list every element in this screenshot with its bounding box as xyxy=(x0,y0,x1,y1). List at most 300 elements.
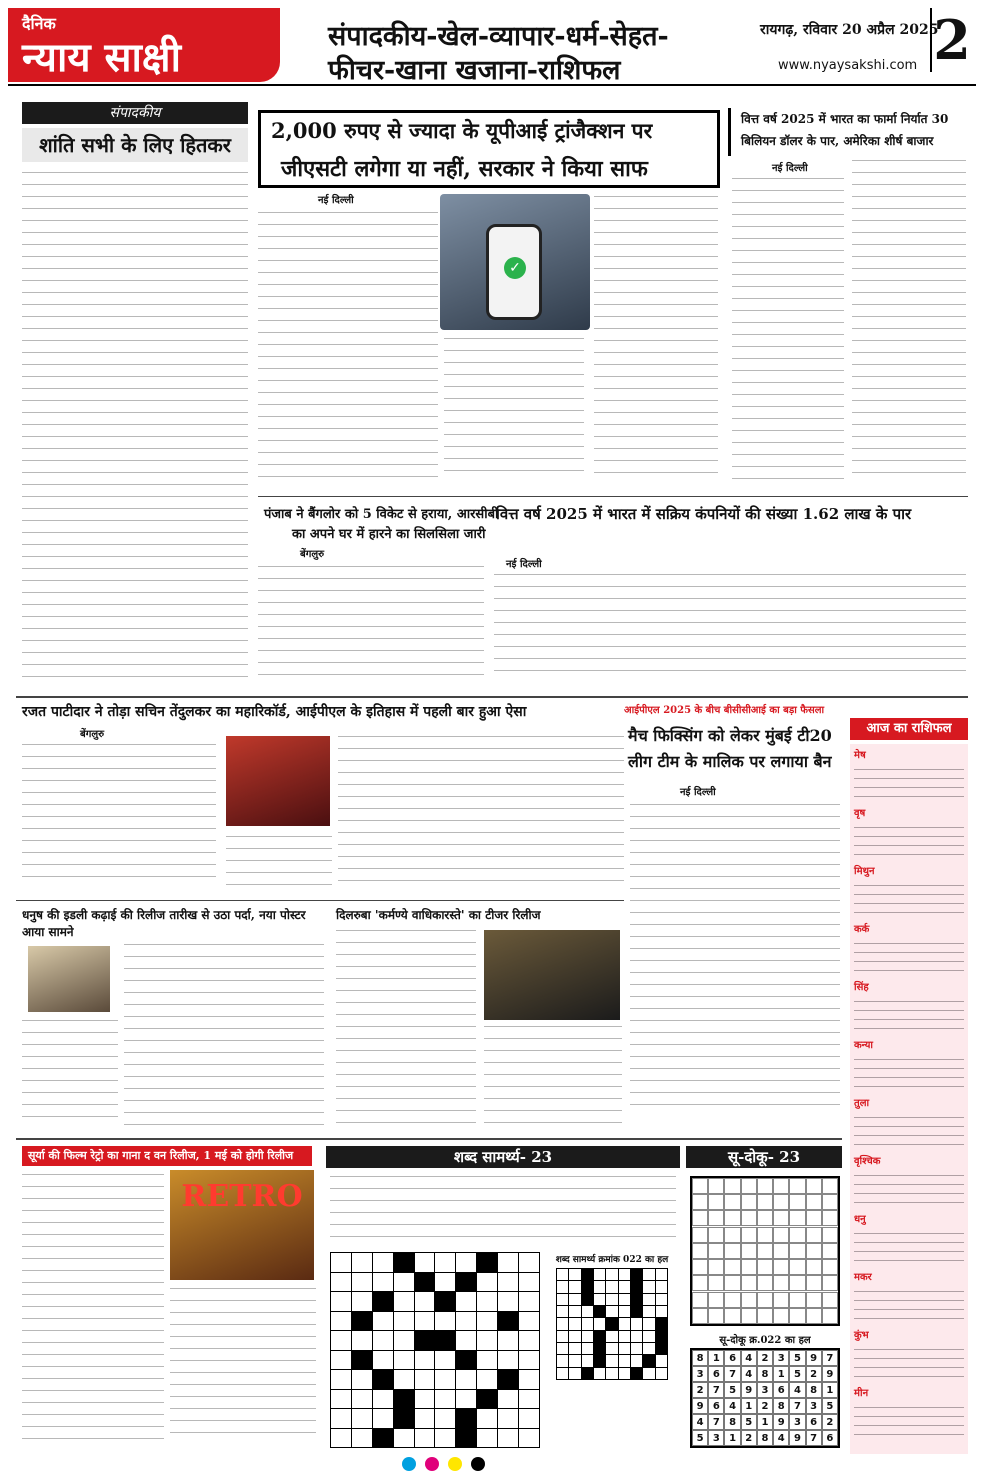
sudoku-cell[interactable] xyxy=(789,1243,805,1259)
sudoku-cell[interactable] xyxy=(708,1178,724,1194)
sudoku-cell[interactable] xyxy=(773,1210,789,1226)
ipl-body xyxy=(630,804,840,1122)
crossword-answer-cell xyxy=(606,1269,617,1280)
dilruba-photo xyxy=(484,930,620,1020)
crossword-cell xyxy=(456,1273,476,1292)
divider xyxy=(258,496,968,497)
sudoku-cell[interactable] xyxy=(708,1292,724,1308)
crossword-cell[interactable] xyxy=(519,1409,539,1428)
sudoku-cell[interactable] xyxy=(822,1292,838,1308)
sudoku-cell[interactable] xyxy=(708,1227,724,1243)
crossword-cell[interactable] xyxy=(498,1351,518,1370)
rajat-photo xyxy=(226,736,330,826)
sudoku-cell[interactable] xyxy=(741,1227,757,1243)
crossword-cell xyxy=(394,1253,414,1272)
crossword-cell[interactable] xyxy=(394,1370,414,1389)
dhanush-body-col-1 xyxy=(22,1020,118,1132)
sudoku-cell[interactable] xyxy=(724,1194,740,1210)
sudoku-cell[interactable] xyxy=(724,1210,740,1226)
crossword-cell[interactable] xyxy=(331,1273,351,1292)
rajat-headline: रजत पाटीदार ने तोड़ा सचिन तेंदुलकर का महारिकॉर्ड, आईपीएल के इतिहास में पहली बार हुआ ऐसा xyxy=(22,704,527,720)
sudoku-cell[interactable] xyxy=(692,1259,708,1275)
crossword-answer-cell xyxy=(643,1294,654,1305)
crossword-cell[interactable] xyxy=(352,1409,372,1428)
crossword-cell[interactable] xyxy=(331,1351,351,1370)
crossword-cell xyxy=(394,1409,414,1428)
sudoku-cell[interactable] xyxy=(806,1308,822,1324)
crossword-cell[interactable] xyxy=(373,1253,393,1272)
crossword-answer-cell xyxy=(594,1306,605,1317)
crossword-cell[interactable] xyxy=(415,1390,435,1409)
sudoku-cell[interactable] xyxy=(741,1243,757,1259)
crossword-cell[interactable] xyxy=(435,1253,455,1272)
issue-date: रायगढ़, रविवार 20 अप्रैल 2025 xyxy=(760,22,939,38)
sudoku-cell[interactable] xyxy=(724,1227,740,1243)
sudoku-cell[interactable] xyxy=(708,1243,724,1259)
sudoku-answer-cell: 2 xyxy=(692,1382,708,1398)
crossword-answer-cell xyxy=(643,1306,654,1317)
crossword-answer-cell xyxy=(594,1368,605,1379)
crossword-answer-cell xyxy=(557,1294,568,1305)
crossword-answer-cell xyxy=(594,1331,605,1342)
sudoku-cell[interactable] xyxy=(822,1275,838,1291)
dhanush-body-col-2 xyxy=(124,944,324,1132)
crossword-answer-cell xyxy=(619,1318,630,1329)
crossword-grid[interactable] xyxy=(330,1252,540,1448)
rashifal-item xyxy=(850,1382,968,1440)
sudoku-cell[interactable] xyxy=(757,1292,773,1308)
crossword-answer-cell xyxy=(631,1355,642,1366)
crossword-cell xyxy=(456,1351,476,1370)
sudoku-cell[interactable] xyxy=(708,1259,724,1275)
crossword-answer-cell xyxy=(582,1294,593,1305)
sudoku-cell[interactable] xyxy=(757,1308,773,1324)
text-line xyxy=(854,1407,964,1408)
sudoku-cell[interactable] xyxy=(789,1308,805,1324)
text-line xyxy=(854,1059,964,1060)
sudoku-cell[interactable] xyxy=(773,1194,789,1210)
crossword-cell[interactable] xyxy=(435,1351,455,1370)
crossword-cell[interactable] xyxy=(498,1273,518,1292)
sudoku-cell[interactable] xyxy=(757,1210,773,1226)
crossword-cell[interactable] xyxy=(394,1312,414,1331)
sudoku-cell[interactable] xyxy=(789,1178,805,1194)
crossword-cell[interactable] xyxy=(331,1429,351,1448)
sudoku-cell[interactable] xyxy=(822,1308,838,1324)
sudoku-cell[interactable] xyxy=(789,1194,805,1210)
crossword-answer-cell xyxy=(631,1306,642,1317)
sudoku-cell[interactable] xyxy=(822,1178,838,1194)
sudoku-answer-cell: 3 xyxy=(789,1414,805,1430)
sudoku-cell[interactable] xyxy=(708,1275,724,1291)
sudoku-cell[interactable] xyxy=(708,1194,724,1210)
crossword-cell[interactable] xyxy=(331,1292,351,1311)
text-line xyxy=(854,1175,964,1176)
crossword-answer-cell xyxy=(557,1269,568,1280)
crossword-answer-grid xyxy=(556,1268,668,1380)
sudoku-cell[interactable] xyxy=(773,1292,789,1308)
sudoku-cell[interactable] xyxy=(789,1259,805,1275)
sudoku-cell[interactable] xyxy=(806,1259,822,1275)
pharma-headline-line-2: बिलियन डॉलर के पार, अमेरिका शीर्ष बाजार xyxy=(741,134,934,148)
crossword-answer-cell xyxy=(582,1355,593,1366)
crossword-answer-cell xyxy=(643,1368,654,1379)
sudoku-cell[interactable] xyxy=(741,1292,757,1308)
rashifal-box xyxy=(850,744,968,1454)
crossword-cell[interactable] xyxy=(352,1390,372,1409)
crossword-cell xyxy=(477,1390,497,1409)
sudoku-answer-cell: 1 xyxy=(773,1366,789,1382)
sudoku-cell[interactable] xyxy=(789,1210,805,1226)
crossword-cell[interactable] xyxy=(394,1331,414,1350)
crossword-cell[interactable] xyxy=(352,1331,372,1350)
sudoku-cell[interactable] xyxy=(773,1259,789,1275)
crossword-cell[interactable] xyxy=(456,1370,476,1389)
sudoku-answer-cell: 8 xyxy=(806,1382,822,1398)
sudoku-cell[interactable] xyxy=(806,1275,822,1291)
crossword-cell[interactable] xyxy=(456,1292,476,1311)
crossword-cell[interactable] xyxy=(477,1312,497,1331)
crossword-cell[interactable] xyxy=(435,1390,455,1409)
dilruba-body-col-2 xyxy=(484,1026,622,1132)
crossword-cell[interactable] xyxy=(435,1370,455,1389)
sudoku-answer-cell: 8 xyxy=(692,1350,708,1366)
sudoku-answer-cell: 6 xyxy=(708,1398,724,1414)
ipl-headline-line-2: लीग टीम के मालिक पर लगाया बैन xyxy=(628,752,832,771)
sudoku-answer-cell: 2 xyxy=(741,1430,757,1446)
sudoku-answer-cell: 8 xyxy=(773,1398,789,1414)
sudoku-cell[interactable] xyxy=(789,1292,805,1308)
rashifal-sign: तुला xyxy=(854,1098,870,1109)
crossword-cell[interactable] xyxy=(456,1312,476,1331)
sudoku-cell[interactable] xyxy=(773,1227,789,1243)
sections-line-1: संपादकीय-खेल-व्यापार-धर्म-सेहत- xyxy=(328,21,669,52)
sudoku-answer-grid xyxy=(690,1348,840,1448)
sudoku-cell[interactable] xyxy=(773,1275,789,1291)
rashifal-item xyxy=(850,918,968,976)
sudoku-answer-cell: 1 xyxy=(757,1414,773,1430)
crossword-cell[interactable] xyxy=(352,1292,372,1311)
text-line xyxy=(854,1376,964,1377)
sudoku-answer-cell: 5 xyxy=(724,1382,740,1398)
crossword-answer-cell xyxy=(557,1318,568,1329)
rashifal-item xyxy=(850,802,968,860)
punjab-body xyxy=(258,566,484,690)
rashifal-sign: मकर xyxy=(854,1272,872,1283)
sudoku-cell[interactable] xyxy=(741,1178,757,1194)
sudoku-answer-cell: 9 xyxy=(741,1382,757,1398)
page-number: 2 xyxy=(930,8,972,72)
crossword-cell[interactable] xyxy=(415,1409,435,1428)
crossword-cell[interactable] xyxy=(415,1429,435,1448)
sudoku-cell[interactable] xyxy=(724,1292,740,1308)
rashifal-list xyxy=(850,744,968,1440)
crossword-cell[interactable] xyxy=(519,1273,539,1292)
crossword-answer-cell xyxy=(643,1269,654,1280)
crossword-cell[interactable] xyxy=(435,1312,455,1331)
sudoku-cell[interactable] xyxy=(806,1292,822,1308)
text-line xyxy=(854,1260,964,1261)
sudoku-answer-cell: 5 xyxy=(789,1350,805,1366)
sudoku-answer-cell: 1 xyxy=(708,1350,724,1366)
crossword-cell[interactable] xyxy=(456,1253,476,1272)
sudoku-answer-cell: 9 xyxy=(822,1366,838,1382)
pharma-body-col-2 xyxy=(852,160,966,490)
sudoku-cell[interactable] xyxy=(692,1178,708,1194)
sudoku-cell[interactable] xyxy=(757,1275,773,1291)
upi-phone-photo xyxy=(440,194,590,330)
sudoku-cell[interactable] xyxy=(724,1178,740,1194)
crossword-cell[interactable] xyxy=(331,1390,351,1409)
crossword-cell[interactable] xyxy=(498,1429,518,1448)
crossword-answer-cell xyxy=(643,1281,654,1292)
crossword-cell[interactable] xyxy=(352,1273,372,1292)
crossword-answer-cell xyxy=(619,1294,630,1305)
sudoku-answer-cell: 1 xyxy=(724,1430,740,1446)
crossword-cell[interactable] xyxy=(394,1273,414,1292)
crossword-answer-cell xyxy=(631,1294,642,1305)
crossword-cell[interactable] xyxy=(415,1253,435,1272)
sudoku-answer-cell: 8 xyxy=(757,1366,773,1382)
crossword-cell[interactable] xyxy=(415,1351,435,1370)
sudoku-header: सू-दोकू- 23 xyxy=(686,1146,842,1168)
crossword-cell[interactable] xyxy=(331,1370,351,1389)
upi-headline-line-2: जीएसटी लगेगा या नहीं, सरकार ने किया साफ xyxy=(281,156,648,182)
sudoku-cell[interactable] xyxy=(741,1210,757,1226)
text-line xyxy=(854,1086,964,1087)
crossword-cell[interactable] xyxy=(519,1292,539,1311)
crossword-cell[interactable] xyxy=(435,1429,455,1448)
sudoku-cell[interactable] xyxy=(724,1259,740,1275)
editorial-section-label: संपादकीय xyxy=(22,102,248,124)
sudoku-cell[interactable] xyxy=(773,1178,789,1194)
crossword-cell[interactable] xyxy=(519,1331,539,1350)
crossword-cell[interactable] xyxy=(394,1429,414,1448)
crossword-cell[interactable] xyxy=(331,1331,351,1350)
crossword-answer-cell xyxy=(656,1331,667,1342)
sudoku-cell[interactable] xyxy=(806,1210,822,1226)
sudoku-grid[interactable] xyxy=(690,1176,840,1326)
sudoku-cell[interactable] xyxy=(724,1275,740,1291)
companies-headline: वित्त वर्ष 2025 में भारत में सक्रिय कंपनियों की संख्या 1.62 लाख के पार xyxy=(496,505,912,523)
crossword-answer-label: शब्द सामर्थ्य क्रमांक 022 का हल xyxy=(555,1255,669,1265)
crossword-answer-cell xyxy=(569,1355,580,1366)
sudoku-cell[interactable] xyxy=(806,1178,822,1194)
crossword-cell[interactable] xyxy=(519,1253,539,1272)
yellow-dot xyxy=(448,1457,462,1471)
crossword-cell[interactable] xyxy=(331,1409,351,1428)
crossword-answer-cell xyxy=(656,1281,667,1292)
sudoku-cell[interactable] xyxy=(806,1227,822,1243)
sudoku-answer-cell: 5 xyxy=(822,1398,838,1414)
sudoku-cell[interactable] xyxy=(822,1194,838,1210)
sudoku-answer-cell: 7 xyxy=(822,1350,838,1366)
crossword-cell xyxy=(373,1429,393,1448)
crossword-cell[interactable] xyxy=(352,1253,372,1272)
text-line xyxy=(854,1425,964,1426)
crossword-cell[interactable] xyxy=(519,1351,539,1370)
crossword-cell[interactable] xyxy=(519,1312,539,1331)
sudoku-cell[interactable] xyxy=(692,1275,708,1291)
crossword-cell[interactable] xyxy=(331,1312,351,1331)
rashifal-item xyxy=(850,744,968,802)
text-line xyxy=(854,1349,964,1350)
crossword-cell[interactable] xyxy=(373,1312,393,1331)
crossword-cell[interactable] xyxy=(373,1390,393,1409)
crossword-cell[interactable] xyxy=(415,1292,435,1311)
crossword-answer-cell xyxy=(557,1355,568,1366)
sudoku-cell[interactable] xyxy=(757,1227,773,1243)
crossword-cell[interactable] xyxy=(477,1429,497,1448)
crossword-answer-cell xyxy=(594,1343,605,1354)
crossword-cell[interactable] xyxy=(456,1331,476,1350)
crossword-cell[interactable] xyxy=(498,1331,518,1350)
upi-dateline: नई दिल्ली xyxy=(318,195,354,206)
text-line xyxy=(854,769,964,770)
pharma-dateline: नई दिल्ली xyxy=(772,163,808,174)
crossword-cell[interactable] xyxy=(435,1409,455,1428)
sudoku-cell[interactable] xyxy=(692,1243,708,1259)
text-line xyxy=(854,1291,964,1292)
crossword-cell[interactable] xyxy=(415,1312,435,1331)
sudoku-answer-cell: 3 xyxy=(757,1382,773,1398)
crossword-cell[interactable] xyxy=(331,1253,351,1272)
crossword-cell[interactable] xyxy=(394,1351,414,1370)
crossword-answer-cell xyxy=(606,1318,617,1329)
sudoku-cell[interactable] xyxy=(789,1275,805,1291)
text-line xyxy=(854,1001,964,1002)
sudoku-cell[interactable] xyxy=(773,1243,789,1259)
sudoku-cell[interactable] xyxy=(724,1243,740,1259)
masthead xyxy=(8,8,976,86)
text-line xyxy=(854,1251,964,1252)
crossword-cell[interactable] xyxy=(498,1292,518,1311)
sudoku-cell[interactable] xyxy=(757,1243,773,1259)
pharma-headline-box xyxy=(728,108,968,156)
crossword-answer-cell xyxy=(557,1343,568,1354)
sudoku-answer-row xyxy=(692,1382,838,1398)
sudoku-cell[interactable] xyxy=(822,1210,838,1226)
text-line xyxy=(854,827,964,828)
sudoku-answer-cell: 6 xyxy=(822,1430,838,1446)
rajat-body-col-1 xyxy=(22,744,216,894)
pharma-headline-line-1: वित्त वर्ष 2025 में भारत का फार्मा निर्यात 30 xyxy=(741,112,949,126)
sudoku-answer-cell: 3 xyxy=(692,1366,708,1382)
sudoku-cell[interactable] xyxy=(741,1194,757,1210)
crossword-cell[interactable] xyxy=(477,1273,497,1292)
sudoku-answer-cell: 7 xyxy=(708,1414,724,1430)
crossword-cell[interactable] xyxy=(477,1370,497,1389)
sudoku-cell[interactable] xyxy=(822,1259,838,1275)
crossword-cell[interactable] xyxy=(456,1390,476,1409)
crossword-answer-cell xyxy=(619,1355,630,1366)
text-line xyxy=(854,1028,964,1029)
website-url[interactable]: www.nyaysakshi.com xyxy=(778,58,918,73)
sudoku-cell[interactable] xyxy=(773,1308,789,1324)
crossword-cell[interactable] xyxy=(519,1370,539,1389)
crossword-cell[interactable] xyxy=(373,1409,393,1428)
upi-body-col-2 xyxy=(444,338,584,488)
sudoku-cell[interactable] xyxy=(741,1259,757,1275)
sudoku-cell[interactable] xyxy=(789,1227,805,1243)
crossword-cell[interactable] xyxy=(373,1273,393,1292)
upi-headline-line-1: 2,000 रुपए से ज्यादा के यूपीआई ट्रांजैक्शन पर xyxy=(271,118,653,143)
crossword-cell[interactable] xyxy=(373,1351,393,1370)
crossword-answer-cell xyxy=(594,1355,605,1366)
companies-dateline: नई दिल्ली xyxy=(506,559,542,570)
crossword-cell[interactable] xyxy=(435,1273,455,1292)
crossword-cell xyxy=(352,1312,372,1331)
crossword-answer-cell xyxy=(631,1343,642,1354)
sudoku-cell[interactable] xyxy=(822,1243,838,1259)
sudoku-cell[interactable] xyxy=(806,1194,822,1210)
crossword-cell[interactable] xyxy=(477,1351,497,1370)
sudoku-answer-cell: 6 xyxy=(724,1350,740,1366)
rajat-body-col-3 xyxy=(338,736,624,894)
rashifal-sign: कुंभ xyxy=(854,1330,869,1341)
text-line xyxy=(854,1019,964,1020)
rashifal-sign: वृश्चिक xyxy=(854,1156,881,1167)
crossword-cell[interactable] xyxy=(519,1390,539,1409)
text-line xyxy=(854,1416,964,1417)
sudoku-cell[interactable] xyxy=(806,1243,822,1259)
sudoku-answer-cell: 6 xyxy=(773,1382,789,1398)
crossword-cell[interactable] xyxy=(498,1390,518,1409)
sudoku-cell[interactable] xyxy=(741,1308,757,1324)
sudoku-cell[interactable] xyxy=(708,1308,724,1324)
text-line xyxy=(854,970,964,971)
crossword-cell[interactable] xyxy=(394,1292,414,1311)
divider xyxy=(16,696,968,698)
sudoku-cell[interactable] xyxy=(757,1259,773,1275)
crossword-answer-cell xyxy=(619,1343,630,1354)
crossword-cell[interactable] xyxy=(477,1331,497,1350)
rashifal-sign: मेष xyxy=(854,750,866,761)
sudoku-cell[interactable] xyxy=(757,1194,773,1210)
sudoku-cell[interactable] xyxy=(692,1194,708,1210)
crossword-cell[interactable] xyxy=(498,1253,518,1272)
sudoku-cell[interactable] xyxy=(692,1210,708,1226)
sudoku-cell[interactable] xyxy=(692,1292,708,1308)
crossword-cell[interactable] xyxy=(373,1331,393,1350)
sudoku-cell[interactable] xyxy=(757,1178,773,1194)
crossword-answer-cell xyxy=(656,1343,667,1354)
sudoku-answer-cell: 9 xyxy=(806,1350,822,1366)
sudoku-cell[interactable] xyxy=(708,1210,724,1226)
crossword-cell[interactable] xyxy=(352,1370,372,1389)
crossword-cell[interactable] xyxy=(352,1429,372,1448)
crossword-answer-cell xyxy=(606,1294,617,1305)
crossword-cell[interactable] xyxy=(477,1292,497,1311)
sudoku-cell[interactable] xyxy=(822,1227,838,1243)
sudoku-cell[interactable] xyxy=(741,1275,757,1291)
crossword-answer-cell xyxy=(631,1318,642,1329)
text-line xyxy=(854,912,964,913)
sudoku-cell[interactable] xyxy=(724,1308,740,1324)
sudoku-answer-cell: 7 xyxy=(724,1366,740,1382)
registration-marks xyxy=(400,1456,580,1472)
sudoku-cell[interactable] xyxy=(692,1227,708,1243)
punjab-headline-line-2: का अपने घर में हारने का सिलसिला जारी xyxy=(292,527,486,542)
sudoku-answer-cell: 4 xyxy=(692,1414,708,1430)
sudoku-cell[interactable] xyxy=(692,1308,708,1324)
crossword-cell[interactable] xyxy=(415,1370,435,1389)
crossword-answer-cell xyxy=(569,1331,580,1342)
crossword-cell[interactable] xyxy=(519,1429,539,1448)
crossword-cell[interactable] xyxy=(498,1409,518,1428)
crossword-cell[interactable] xyxy=(477,1409,497,1428)
sudoku-answer-cell: 6 xyxy=(806,1414,822,1430)
